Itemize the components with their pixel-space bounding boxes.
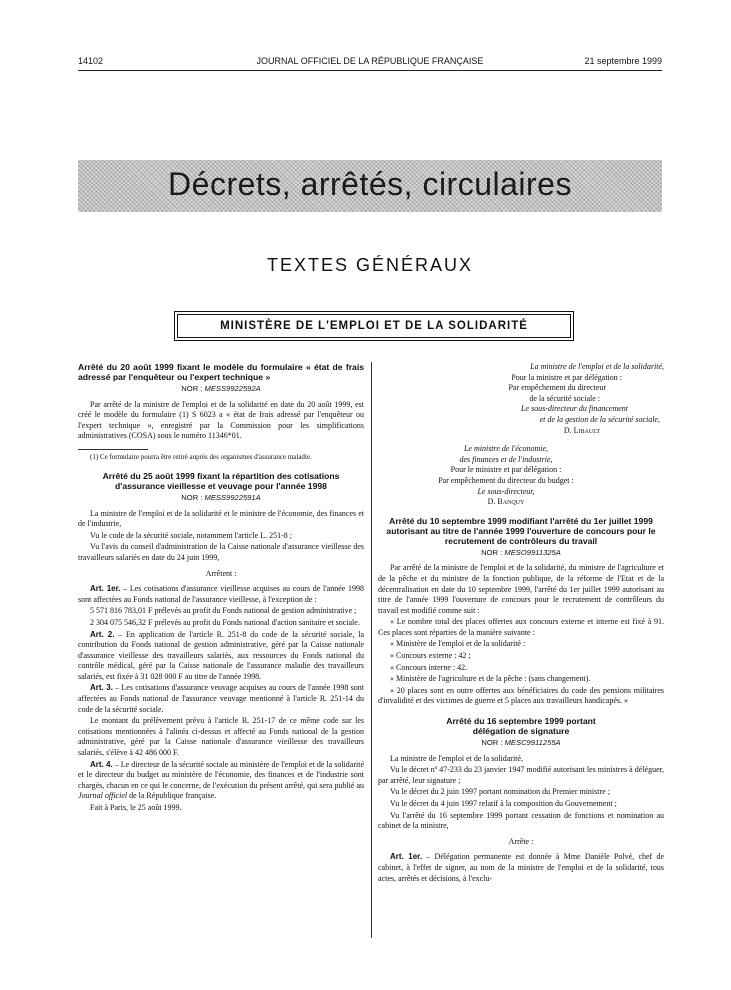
article-1-item: 5 571 816 783,01 F prélevés au profit du Fonds national de gestion administrative ; [90,606,357,616]
ministry-name: MINISTÈRE DE L'EMPLOI ET DE LA SOLIDARITÉ [177,314,571,338]
paragraph: « Ministère de l'agriculture et de la pêche : (sans changement). [390,674,591,684]
signature-block [378,362,664,436]
article-label: Art. 4. [90,759,113,769]
paragraph: « 20 places sont en outre offertes aux bénéficiaires du code des pensions militaires d'invalidité et des victimes de guerre et 5 places aux travailleurs handicapés. » [378,685,664,706]
signature-line: Pour la ministre et par délégation : [511,372,622,382]
signature-line: Le sous-directeur du financement [520,404,628,414]
paragraph: Vu le décret nº 47-233 du 23 janvier 1947 modifié autorisant les ministres à déléguer, par arrêté, leur signature ; [378,765,664,785]
article-3-paragraph: Le montant du prélèvement prévu à l'article R. 251-17 de ce même code sur les cotisations mentionnées à l'alinéa ci-dessus et affecté au Fonds national de la gestion administrative, géré par la Caisse nationale d'assurance vieillesse des travailleurs salariés, s'élève à 42 486 000 F. [78,716,364,758]
arrete-title: Arrêté du 10 septembre 1999 modifiant l'arrêté du 1er juillet 1999 autorisant au titre de l'année 1999 l'ouverture de concours pour le recrutement de contrôleurs du travail [386,515,656,546]
paragraph: « Le nombre total des places offertes aux concours externe et interne est fixé à 91. Ces places sont réparties de la manière suivante : [378,617,664,637]
article-text: – En application de l'article R. 251-8 du code de la sécurité sociale, la contribution du Fonds national de gestion administrative, géré par la Caisse nationale d'assurance vieillesse des travailleurs salariés, aux ressources du Fonds national du contrôle médical, géré par la Caisse nationale de l'assurance maladie des travailleurs salariés, est fixée à 31 028 000 F au titre de l'année 1998. [78,629,364,681]
article-text: – Les cotisations d'assurance vieillesse acquises au cours de l'année 1998 sont affectées au Fonds national de l'assurance vieillesse, à l'exception de : [78,584,364,604]
article-label: Art. 1er. [90,584,121,594]
signature-line: et de la gestion de la sécurité sociale, [539,414,660,424]
journal-name: Journal officiel [78,791,128,801]
paragraph: « Concours interne : 42. [390,662,468,672]
arrete-heading: Arrête : [508,836,534,846]
signature-line: Le sous-directeur, [477,486,535,496]
signature-line: Par empêchement du directeur [508,383,606,393]
article-3 [78,683,364,715]
article-1 [78,584,364,605]
journal-title: JOURNAL OFFICIEL DE LA RÉPUBLIQUE FRANÇAISE [256,56,484,66]
footnote: (1) Ce formulaire pourra être retiré auprès des organismes d'assurance maladie. [90,452,312,461]
issue-date: 21 septembre 1999 [584,56,662,66]
nor-label: NOR : [181,384,203,393]
arretent-heading: Arrêtent : [205,568,237,578]
nor-reference [378,738,664,749]
paragraph: « Ministère de l'emploi et de la solidarité : [390,639,526,649]
paragraph: La ministre de l'emploi et de la solidarité et le ministre de l'économie, des finances et de l'industrie, [78,508,364,529]
article-2 [78,630,364,683]
paragraph: Vu le décret du 2 juin 1997 portant nomination du Premier ministre ; [390,787,610,797]
nor-code: MESS9922592A [204,384,261,393]
page-number: 14102 [78,56,104,66]
article-4 [78,760,364,802]
signature-line: Le ministre de l'économie, [463,444,549,454]
paragraph: Par arrêté de la ministre de l'emploi et de la solidarité, du ministre de l'agriculture et de la pêche et du ministre de la fonction publique, de la réforme de l'Etat et de la décentralisation en date du 10 septembre 1999, l'arrêté du 1er juillet 1999 autorisant au titre de l'année 1999 l'ouverture de concours pour le recrutement de contrôleurs du travail est modifié comme suit : [378,563,664,615]
nor-code: MESO9911325A [504,547,561,557]
signature-line: de la sécurité sociale : [529,393,600,403]
banner [78,160,662,212]
article-label: Art. 2. [90,629,115,639]
paragraph: La ministre de l'emploi et de la solidarité, [390,753,523,763]
article-text: – Le directeur de la sécurité sociale au ministère de l'emploi et de la solidarité et le directeur du budget au ministère de l'économie, des finances et de l'industrie sont chargés, chacun en ce qui le concerne, de l'exécution du présent arrêté, qui sera publié au [78,759,364,790]
article-text: – Délégation permanente est donnée à Mme Danièle Polvé, chef de cabinet, à l'effet de signer, au nom de la ministre de l'emploi et de la solidarité, tous actes, arrêtés et décisions, à l'exclu- [378,852,665,883]
column-divider [371,362,372,938]
nor-label: NOR : [181,492,203,502]
ministry-box [174,311,574,341]
signature-line: Pour le ministre et par délégation : [450,465,562,475]
article-1-item: 2 304 075 546,32 F prélevés au profit du Fonds national d'action sanitaire et sociale. [90,617,360,627]
arrete-title: Arrêté du 25 août 1999 fixant la répartition des cotisations d'assurance vieillesse et veuvage pour l'année 1998 [102,470,340,491]
arrete-title: Arrêté du 20 août 1999 fixant le modèle du formulaire « état de frais adressé par l'enquêteur ou l'expert technique » [78,362,364,382]
signatory-name: D. Banquy [487,497,525,507]
article-label: Art. 3. [90,683,113,693]
left-column [78,362,364,815]
signature-line: La ministre de l'emploi et de la solidarité, [530,362,664,371]
article-text: – Les cotisations d'assurance veuvage acquises au cours de l'année 1998 sont affectées au Fonds national de l'assurance veuvage mentionné à l'article R. 251-14 du code de la sécurité sociale. [78,683,365,714]
paragraph: « Concours externe : 42 ; [390,651,471,661]
fait-a-paris: Fait à Paris, le 25 août 1999. [90,803,182,812]
nor-code: MESC9911255A [504,738,561,748]
signatory-name: D. Libault [563,425,600,435]
right-column [378,362,664,885]
article-text-end: de la République française. [127,791,217,801]
nor-code: MESS9922591A [204,492,261,502]
section-title: TEXTES GÉNÉRAUX [266,255,474,275]
paragraph: Vu l'arrêté du 16 septembre 1999 portant cessation de fonctions et nomination au cabinet de la ministre, [378,810,664,831]
arrete-body: Par arrêté de la ministre de l'emploi et de la solidarité en date du 20 août 1999, est créé le modèle du formulaire (1) S 6023 a « état de frais adressé par l'enquêteur ou l'expert technique », enregistré par la Commission pour les simplifications administratives (COSA) sous le numéro 11346*01. [78,399,364,441]
signature-block [378,444,664,508]
running-header [78,56,662,70]
footnote-rule [78,449,148,450]
banner-title: Décrets, arrêtés, circulaires [168,166,572,202]
paragraph: Vu l'avis du conseil d'administration de la Caisse nationale d'assurance vieillesse des travailleurs salariés en date du 24 juin 1999, [78,542,364,562]
nor-label: NOR : [481,547,503,557]
signature-line: Par empêchement du directeur du budget : [438,475,574,485]
paragraph: Vu le code de la sécurité sociale, notamment l'article L. 251-8 ; [90,530,292,540]
nor-reference [78,493,364,504]
article-label: Art. 1er. [390,852,423,862]
header-rule [78,70,662,71]
nor-reference [378,548,664,559]
article-1 [378,852,664,884]
paragraph: Vu le décret du 4 juin 1997 relatif à la composition du Gouvernement ; [390,799,617,808]
arrete-title: Arrêté du 16 septembre 1999 portant délégation de signature [446,716,596,737]
nor-reference [78,384,364,395]
signature-line: des finances et de l'industrie, [459,454,553,464]
nor-label: NOR : [481,738,503,748]
